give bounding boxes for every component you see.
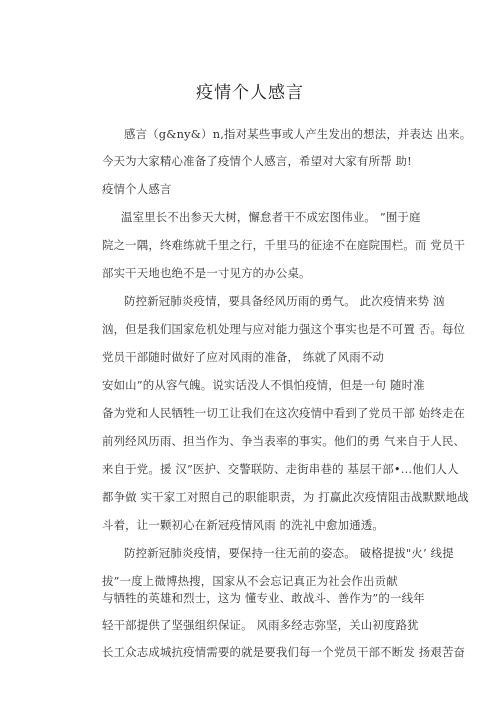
body-line: 部实干天地也绝不是一寸见方的办公桌。 — [102, 266, 311, 280]
body-line: 防控新冠肺炎疫情，要具备经风历雨的勇气。 此次疫情来势 汹 — [124, 294, 445, 308]
body-line: 来自于党。援 汉”医护、交警联防、走街串巷的 基层干部•…他们人人 — [102, 462, 459, 476]
body-line: 党员干部随时做好了应对风雨的准备， 练就了风雨不动 — [102, 350, 384, 364]
body-line: 温室里长不出参天大树，懈怠者干不成宏图伟业。 ”囿于庭 — [121, 210, 421, 224]
body-line: 安如山”的从容气魄。说实话没人不惧怕疫情，但是一句 随时准 — [102, 378, 425, 392]
body-line: 汹，但是我们国家危机处理与应对能力强这个事实也是不可置 否。每位 — [102, 322, 466, 336]
body-line: 感言（g&ny&）n,指对某些事或人产生发出的想法，并表达 出来。 — [124, 127, 472, 141]
body-line: 疫情个人感言 — [102, 182, 172, 196]
body-line: 都争做 实干家工对照自己的职能职责，为 打赢此次疫情阻击战默默地战 — [102, 490, 469, 504]
body-line: 备为党和人民牺牲一切工让我们在这次疫情中看到了党员干部 始终走在 — [102, 406, 466, 420]
body-line: 长工众志成城抗疫情需要的就是要我们每一个党员干部不断发 扬艰苦奋 — [102, 645, 466, 659]
body-line: 轻干部提供了坚强组织保证。 风雨多经志弥坚，关山初度路犹 — [102, 618, 419, 632]
body-line: 院之一隅，终难练就千里之行，千里马的征途不在庭院围栏。而 党员干 — [102, 238, 466, 252]
body-line: 斗着，让一颗初心在新冠疫情风雨 的洗礼中愈加通透。 — [102, 518, 384, 532]
body-line: 今天为大家精心准备了疫情个人感言，希望对大家有所帮 助! — [102, 154, 412, 168]
document-title: 疫情个人感言 — [196, 83, 304, 103]
body-line: 拔”一度上微博热搜，国家从不会忘记真正为社会作出贡献 — [102, 574, 398, 588]
body-line: 与牺牲的英雄和烈士，这为 懂专业、敢战斗、善作为”的一线年 — [102, 591, 425, 605]
body-line: 前列经风历雨、担当作为、争当表率的事实。他们的勇 气来自于人民、 — [102, 434, 466, 448]
body-line: 防控新冠肺炎疫情，要保持一往无前的姿态。 破格提拔"火’ 线提 — [124, 546, 454, 560]
